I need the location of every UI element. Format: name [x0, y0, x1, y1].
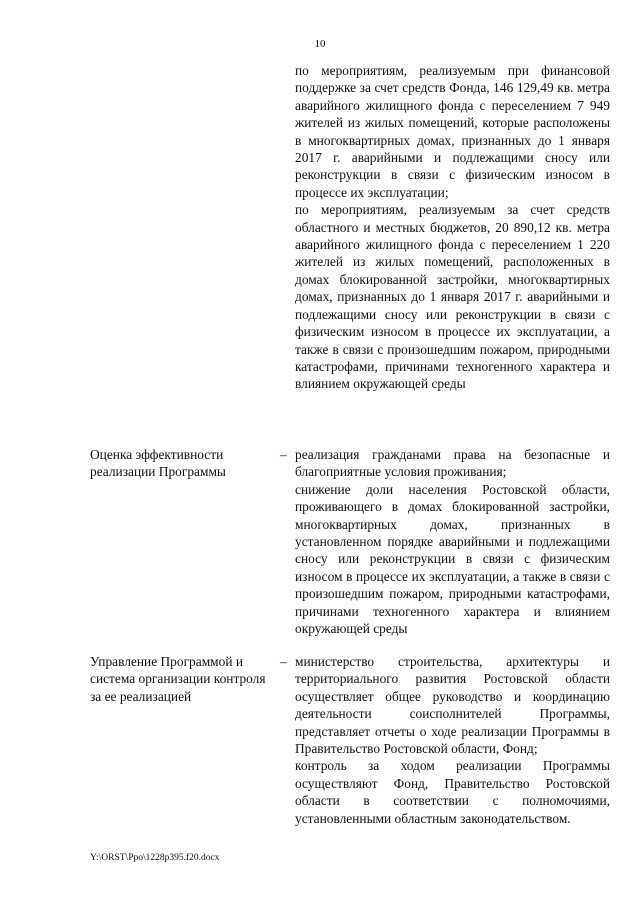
section-label: Управление Программой и система организации контроля за ее реализацией [90, 654, 266, 704]
section-text [295, 653, 610, 827]
paragraph: министерство строительства, архитектуры и территориального развития Ростовской области осуществляет общее руководство и координацию деятельности соисполнителей Программы, представляет отчеты о ходе реализации Программы в Правительство Ростовской области, Фонд; [295, 654, 610, 757]
section-text [295, 446, 610, 637]
label-dash: – [280, 654, 287, 669]
footer-file-path: Y:\ORST\Ppo\1228p395.f20.docx [90, 853, 220, 863]
paragraph: по мероприятиям, реализуемым при финансовой поддержке за счет средств Фонда, 146 129,49 кв. метра аварийного жилищного фонда с переселением 7 949 жителей из жилых помещений, которые расположены в многоквартирных домах, признанных до 1 января 2017 г. аварийными и подлежащими сносу или реконструкции в связи с физическим износом в процессе их эксплуатации; [295, 63, 610, 200]
section-label: Оценка эффективности реализации Программы [90, 447, 226, 480]
page-number: 10 [314, 38, 326, 50]
paragraph: реализация гражданами права на безопасные и благоприятные условия проживания; [295, 447, 610, 480]
label-dash: – [280, 447, 287, 462]
paragraph: по мероприятиям, реализуемым за счет средств областного и местных бюджетов, 20 890,12 кв. метра аварийного жилищного фонда с переселением 1 220 жителей из жилых помещений, расположенных в домах блокированной застройки, многоквартирных домах, признанных до 1 января 2017 г. аварийными и подлежащими сносу или реконструкции в связи с физическим износом в процессе их эксплуатации, а также в связи с произошедшим пожаром, природными катастрофами, причинами техногенного характера и влиянием окружающей среды [295, 202, 610, 392]
paragraph: снижение доли населения Ростовской области, проживающего в домах блокированной застройки, многоквартирных домах, признанных в установленном порядке аварийными и подлежащими сносу или реконструкции в связи с физическим износом в процессе их эксплуатации, а также в связи с произошедшим пожаром, природными катастрофами, причинами техногенного характера и влиянием окружающей среды [295, 481, 610, 637]
section-text [295, 62, 610, 393]
paragraph: контроль за ходом реализации Программы осуществляют Фонд, Правительство Ростовской области в соответствии с полномочиями, установленными областным законодательством. [295, 758, 610, 826]
